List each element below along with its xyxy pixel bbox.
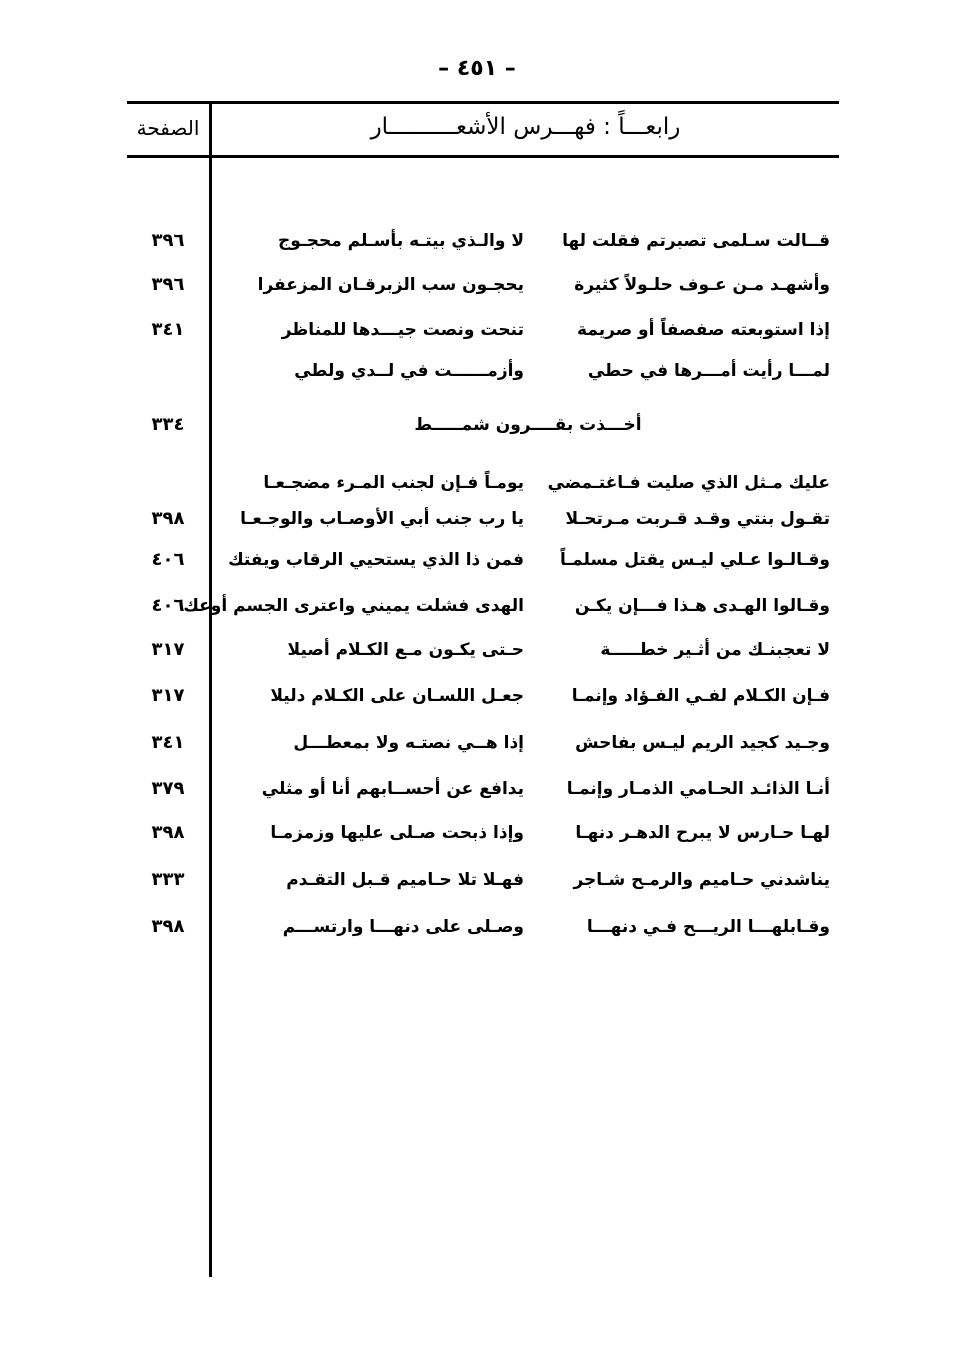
first-hemistich: وقـابلهـــا الريـــح فـي دنهـــا bbox=[586, 917, 830, 937]
second-hemistich: جعـل اللسـان على الكـلام دليلا bbox=[270, 686, 524, 706]
first-hemistich: وقـالوا الهـدى هـذا فـــإن يكـن bbox=[574, 596, 830, 616]
first-hemistich: إذا استوبعته صفصفاً أو صريمة bbox=[577, 320, 830, 340]
first-hemistich: قــالت سـلمى تصبرتم فقلت لها bbox=[562, 231, 830, 251]
first-hemistich: وقـالـوا عـلي ليـس يقتل مسلمـاً bbox=[559, 550, 830, 570]
top-rule bbox=[127, 101, 839, 104]
second-hemistich: يا رب جنب أبي الأوصـاب والوجـعـا bbox=[240, 509, 524, 529]
verse-entry bbox=[130, 772, 830, 806]
page-number: – ٤٥١ – bbox=[438, 56, 516, 81]
second-hemistich: إذا هــي نصتـه ولا بمعطـــل bbox=[293, 733, 524, 753]
page-ref: ٣٤١ bbox=[151, 319, 185, 340]
second-hemistich: الهدى فشلت يميني واعترى الجسم أوعك bbox=[183, 596, 524, 616]
second-hemistich: يحجـون سب الزبرقـان المزعفرا bbox=[257, 275, 524, 295]
page-ref: ٣٩٦ bbox=[151, 274, 185, 295]
first-hemistich: وأشهـد مـن عـوف حلـولاً كثيرة bbox=[574, 275, 830, 295]
first-hemistich: لا تعجبنـك من أثـير خطـــــة bbox=[600, 640, 830, 660]
second-hemistich: حـتى يكـون مـع الكـلام أصيلا bbox=[287, 640, 524, 660]
index-title: رابعـــاً : فهـــرس الأشعــــــــــار bbox=[370, 114, 681, 140]
page-ref: ٣٩٨ bbox=[151, 916, 185, 937]
first-hemistich: فـإن الكـلام لفـي الفـؤاد وإنمـا bbox=[571, 686, 830, 706]
second-hemistich: فهـلا تلا حـاميم قـبل التقـدم bbox=[286, 870, 524, 890]
verse-entry bbox=[130, 313, 830, 347]
first-hemistich: لهـا حـارس لا يبرح الدهـر دنهـا bbox=[575, 823, 830, 843]
header-rule bbox=[127, 155, 839, 158]
first-hemistich: أنـا الذائـد الحـامي الذمـار وإنمـا bbox=[566, 779, 830, 799]
page-ref: ٣١٧ bbox=[151, 639, 185, 660]
second-hemistich: تنحت ونصت جيـــدها للمناظر bbox=[281, 320, 524, 340]
first-hemistich: عليك مـثل الذي صليت فـاغتـمضي bbox=[547, 473, 830, 493]
page-ref: ٣١٧ bbox=[151, 685, 185, 706]
verse-entry bbox=[130, 589, 830, 623]
verse-entry bbox=[130, 679, 830, 713]
verse-entry bbox=[130, 466, 830, 500]
second-hemistich: فمن ذا الذي يستحيي الرقاب ويفتك bbox=[228, 550, 524, 570]
first-hemistich: لمـــا رأيت أمـــرها في حطي bbox=[587, 361, 830, 381]
verse-entry bbox=[130, 354, 830, 388]
verse-entry bbox=[130, 224, 830, 258]
page-ref: ٣٤١ bbox=[151, 732, 185, 753]
page-ref: ٤٠٦ bbox=[151, 595, 185, 616]
page-ref: ٣٧٩ bbox=[151, 778, 185, 799]
verse-entry bbox=[130, 408, 830, 442]
verse-entry bbox=[130, 816, 830, 850]
page-ref: ٤٠٦ bbox=[151, 549, 185, 570]
verse-entry bbox=[130, 502, 830, 536]
second-hemistich: وأزمــــــت في لــدي ولطي bbox=[294, 361, 524, 381]
first-hemistich: وجـيد كجيد الريم ليـس بفاحش bbox=[575, 733, 830, 753]
second-hemistich: يدافع عن أحســابهم أنا أو مثلي bbox=[261, 779, 524, 799]
verse-entry bbox=[130, 543, 830, 577]
verse-entry bbox=[130, 633, 830, 667]
page-ref: ٣٩٨ bbox=[151, 508, 185, 529]
second-hemistich: لا والـذي بيتـه بأسـلم محجـوج bbox=[277, 231, 524, 251]
second-hemistich: يومـاً فـإن لجنب المـرء مضجـعـا bbox=[263, 473, 524, 493]
first-hemistich: يناشدني حـاميم والرمـح شـاجر bbox=[573, 870, 830, 890]
second-hemistich: وصـلى على دنهـــا وارتســـم bbox=[282, 917, 524, 937]
first-hemistich: تقـول بنتي وقـد قـربت مـرتحـلا bbox=[565, 509, 830, 529]
verse-entry bbox=[130, 863, 830, 897]
verse-entry bbox=[130, 268, 830, 302]
single-verse: أخـــذت بقــــرون شمـــــط bbox=[414, 415, 642, 435]
page-ref: ٣٩٨ bbox=[151, 822, 185, 843]
verse-entry bbox=[130, 726, 830, 760]
verse-entry bbox=[130, 910, 830, 944]
page-ref: ٣٣٤ bbox=[151, 414, 185, 435]
page-ref: ٣٣٣ bbox=[151, 869, 185, 890]
second-hemistich: وإذا ذبحت صـلى عليها وزمزمـا bbox=[270, 823, 524, 843]
page-ref: ٣٩٦ bbox=[151, 230, 185, 251]
pages-column-header: الصفحة bbox=[136, 116, 200, 140]
